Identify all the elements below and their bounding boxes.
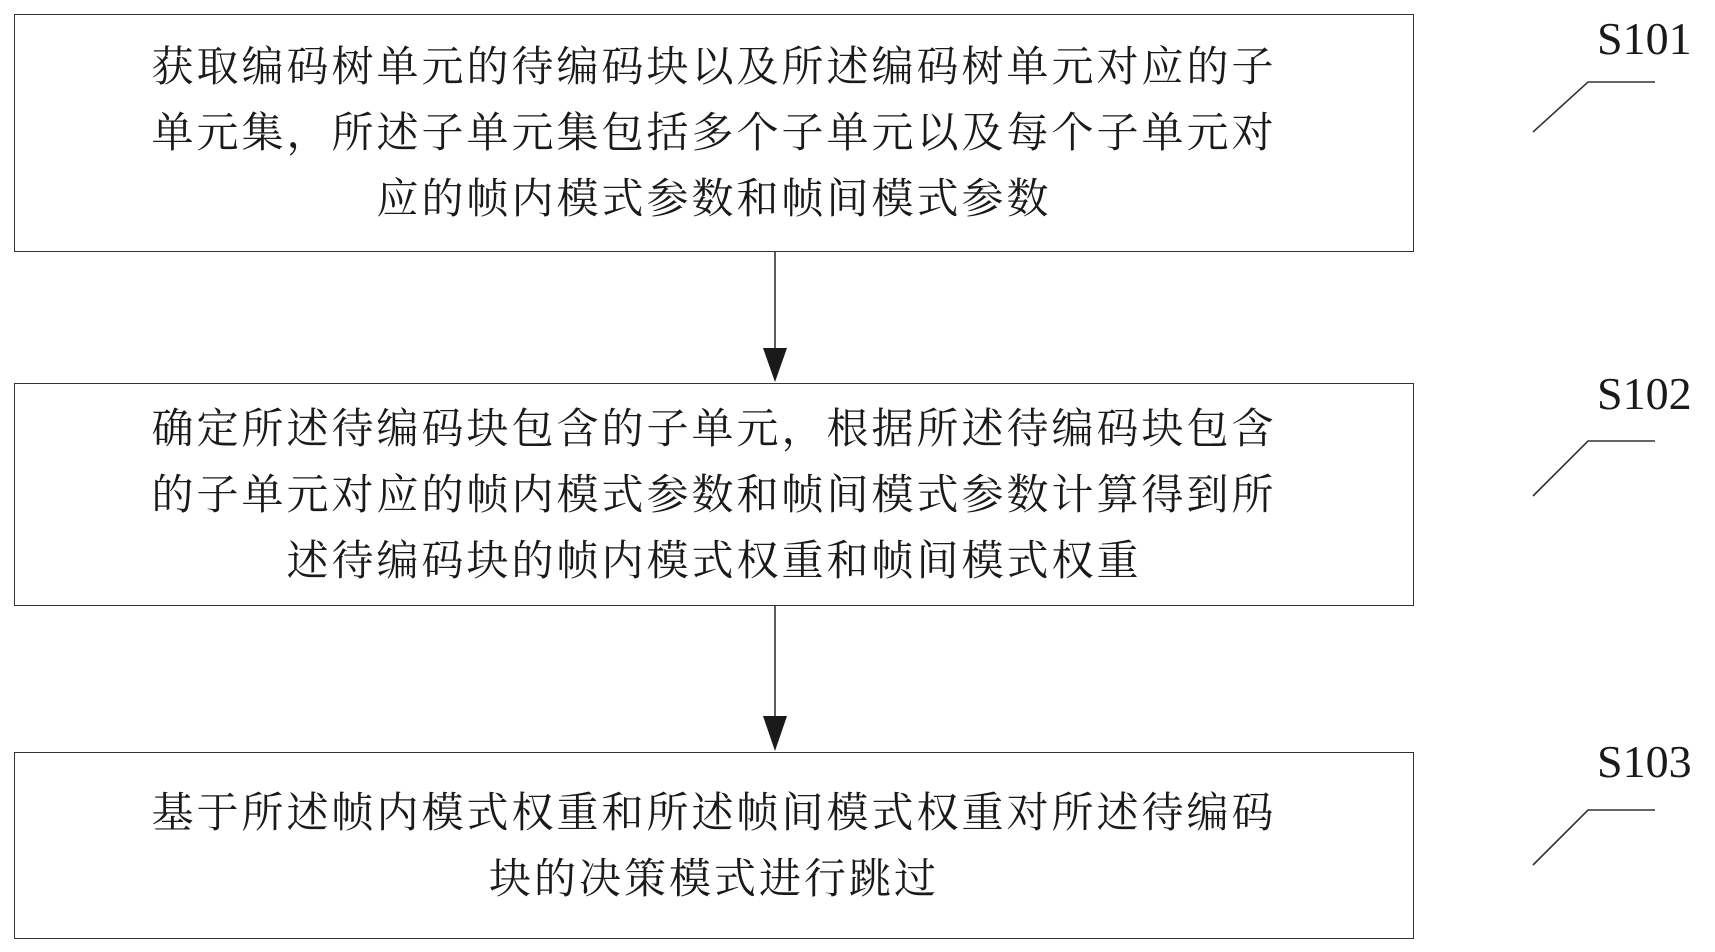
step-text-s102 bbox=[43, 396, 1385, 594]
step-text-s103 bbox=[43, 780, 1385, 912]
step-label-s103: S103 bbox=[1597, 736, 1692, 787]
step-line: 述待编码块的帧内模式权重和帧间模式权重 bbox=[286, 535, 1142, 585]
step-box-s103 bbox=[14, 752, 1414, 939]
leader-line-s102 bbox=[1533, 441, 1655, 496]
step-line: 的子单元对应的帧内模式参数和帧间模式参数计算得到所 bbox=[151, 469, 1277, 519]
step-box-s101 bbox=[14, 14, 1414, 252]
step-line: 确定所述待编码块包含的子单元，根据所述待编码块包含 bbox=[151, 403, 1277, 453]
step-label-s102: S102 bbox=[1597, 368, 1692, 419]
leader-line-s101 bbox=[1533, 82, 1655, 132]
step-label-s101: S101 bbox=[1597, 13, 1692, 64]
step-line: 应的帧内模式参数和帧间模式参数 bbox=[376, 174, 1052, 223]
leader-line-s103 bbox=[1533, 810, 1655, 865]
step-line: 块的决策模式进行跳过 bbox=[488, 853, 939, 903]
step-line: 基于所述帧内模式权重和所述帧间模式权重对所述待编码 bbox=[151, 787, 1277, 837]
step-line: 获取编码树单元的待编码块以及所述编码树单元对应的子 bbox=[151, 42, 1277, 91]
step-box-s102 bbox=[14, 383, 1414, 606]
step-line: 单元集，所述子单元集包括多个子单元以及每个子单元对 bbox=[151, 108, 1277, 157]
step-text-s101 bbox=[43, 34, 1385, 232]
arrow-s101-to-s102-head bbox=[763, 348, 787, 382]
arrow-s102-to-s103-head bbox=[763, 716, 787, 751]
